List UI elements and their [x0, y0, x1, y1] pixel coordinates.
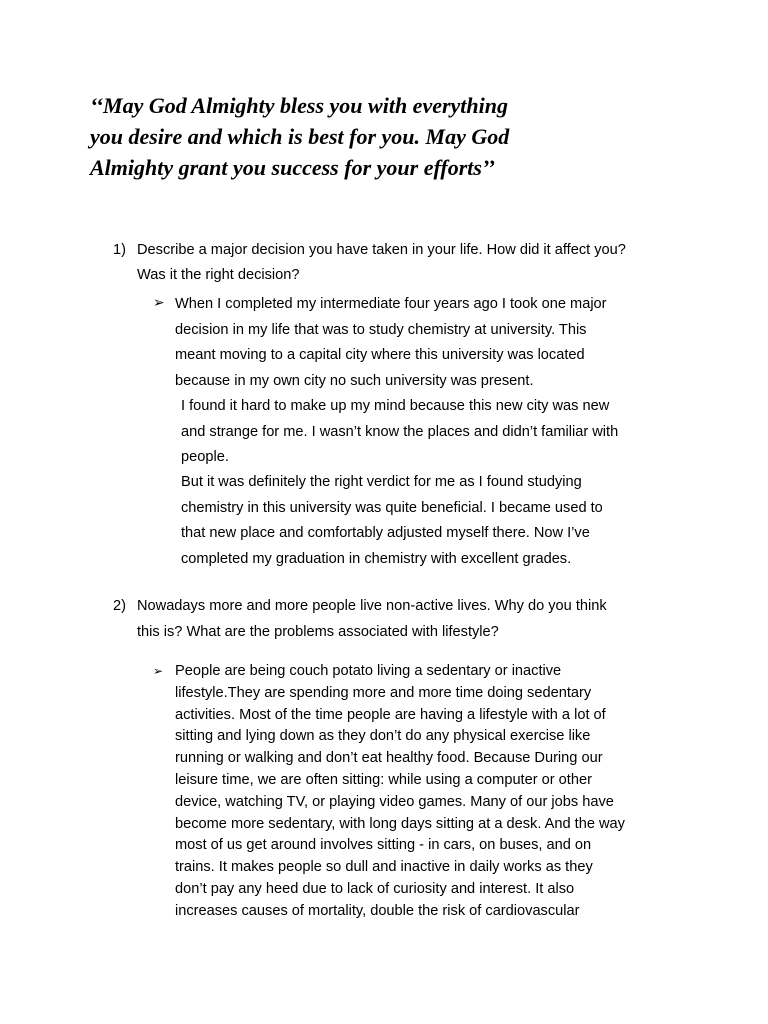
arrow-bullet-icon: ➢ [153, 294, 165, 310]
question-1-number: 1) [113, 242, 126, 258]
answer-2-paragraph: People are being couch potato living a sedentary or inactive lifestyle.They are spending more and more time doing sedentary activities. Most of the time people are having a lifestyle with a lot of sitting and lying down as they don’t do any physical exercise like running or walking and don’t eat healthy food. Because During our leisure time, we are often sitting: while using a computer or other device, watching TV, or playing video games. Many of our jobs have become more sedentary, with long days sitting at a desk. And the way most of us get around involves sitting - in cars, on buses, and on trains. It makes people so dull and inactive in daily works as they don’t pay any heed due to lack of curiosity and interest. It also increases causes of mortality, double the risk of cardiovascular [175, 663, 625, 919]
answer-1-paragraph-3: But it was definitely the right verdict for me as I found studying chemistry in this university was quite beneficial. I became used to that new place and comfortably adjusted myself there. Now I’ve completed my graduation in chemistry with excellent grades. [181, 474, 603, 567]
question-2-line-1: Nowadays more and more people live non-active lives. Why do you think [137, 598, 607, 614]
answer-1-paragraph-2: I found it hard to make up my mind because this new city was new and strange for me. I wasn’t know the places and didn’t familiar with people. [181, 398, 619, 465]
question-2-line-2: this is? What are the problems associated with lifestyle? [137, 624, 499, 640]
blessing-quote: ‘‘May God Almighty bless you with everything you desire and which is best for you. May God Almighty grant you success for your efforts’’ [90, 93, 510, 180]
answer-1-paragraph-1: When I completed my intermediate four years ago I took one major decision in my life that was to study chemistry at university. This meant moving to a capital city where this university was located because in my own city no such university was present. [175, 296, 607, 389]
question-1-line-1: Describe a major decision you have taken in your life. How did it affect you? [137, 242, 626, 258]
arrow-bullet-icon: ➢ [153, 664, 164, 678]
question-2-number: 2) [113, 598, 126, 614]
question-1-line-2: Was it the right decision? [137, 267, 300, 283]
